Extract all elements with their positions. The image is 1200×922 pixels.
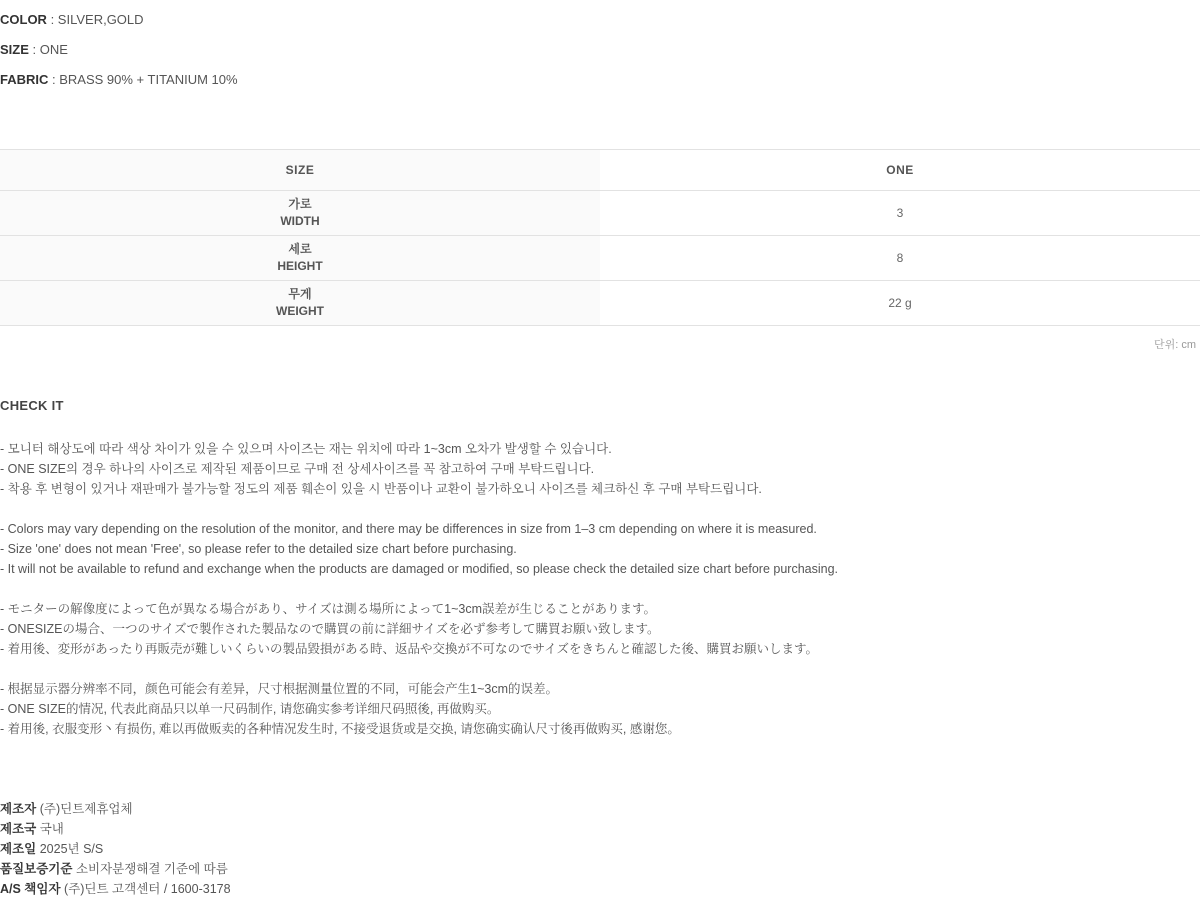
date-value: 2025년 S/S — [39, 842, 104, 856]
manufacturer-row — [0, 799, 1200, 819]
notice-line: - 모니터 해상도에 따라 색상 차이가 있을 수 있으며 사이즈는 재는 위치에 따라 1~3cm 오차가 발생할 수 있습니다. — [0, 442, 612, 456]
notice-line: - 착용 후 변형이 있거나 재판매가 불가능할 정도의 제품 훼손이 있을 시 반품이나 교환이 불가하오니 사이즈를 체크하신 후 구매 부탁드립니다. — [0, 482, 762, 496]
notice-line: - Size 'one' does not mean 'Free', so please refer to the detailed size chart before purchasing. — [0, 542, 517, 556]
spec-row-size — [0, 35, 1200, 65]
size-chart-section — [0, 149, 1200, 352]
spec-value-color: : SILVER,GOLD — [50, 12, 144, 27]
table-header-one: ONE — [600, 150, 1200, 191]
notice-japanese — [0, 599, 1200, 659]
row-value-width: 3 — [600, 191, 1200, 236]
notice-line: - ONE SIZE的情况, 代表此商品只以单一尺码制作, 请您确实参考详细尺码照後, 再做购买。 — [0, 702, 500, 716]
table-row — [0, 281, 1200, 326]
spec-label-fabric: FABRIC — [0, 72, 49, 87]
spec-label-color: COLOR — [0, 12, 47, 27]
row-label-width-ko: 가로 — [288, 197, 312, 211]
spec-label-size: SIZE — [0, 42, 29, 57]
row-value-height: 8 — [600, 236, 1200, 281]
country-label: 제조국 — [0, 822, 37, 836]
manufacturer-row — [0, 839, 1200, 859]
manufacturer-row — [0, 859, 1200, 879]
spec-row-fabric — [0, 65, 1200, 95]
notice-line: - ONE SIZE의 경우 하나의 사이즈로 제작된 제품이므로 구매 전 상세사이즈를 꼭 참고하여 구매 부탁드립니다. — [0, 462, 595, 476]
row-label-weight — [0, 281, 600, 326]
table-row — [0, 191, 1200, 236]
table-header-size: SIZE — [0, 150, 600, 191]
spacer — [0, 579, 1200, 599]
spec-row-color — [0, 5, 1200, 35]
size-unit-note: 단위: cm — [1153, 339, 1196, 351]
check-it-title: CHECK IT — [0, 398, 64, 413]
manufacturer-value: (주)딘트제휴업체 — [39, 802, 133, 816]
manufacturer-row — [0, 879, 1200, 899]
spec-value-size: : ONE — [32, 42, 68, 57]
table-header-row — [0, 150, 1200, 191]
warranty-value: 소비자분쟁해결 기준에 따름 — [75, 862, 228, 876]
notice-line: - It will not be available to refund and exchange when the products are damaged or modified, so please check the detailed size chart before purchasing. — [0, 562, 839, 576]
row-label-weight-en: WEIGHT — [276, 304, 324, 318]
row-label-width-en: WIDTH — [280, 214, 320, 228]
row-label-height-ko: 세로 — [288, 242, 312, 256]
notice-line: - 根据显示器分辨率不同，颜色可能会有差异，尺寸根据测量位置的不同，可能会产生1~3cm的误差。 — [0, 682, 559, 696]
notice-line: - モニターの解像度によって色が異なる場合があり、サイズは測る場所によって1~3cm誤差が生じることがあります。 — [0, 602, 657, 616]
as-contact-label: A/S 책임자 — [0, 882, 61, 896]
notice-line: - 着用後, 衣服变形丶有损伤, 难以再做贩卖的各种情况发生时, 不接受退货或是交换, 请您确实确认尺寸後再做购买, 感谢您。 — [0, 722, 680, 736]
warranty-label: 품질보증기준 — [0, 862, 73, 876]
date-label: 제조일 — [0, 842, 37, 856]
manufacturer-label: 제조자 — [0, 802, 37, 816]
spec-value-fabric: : BRASS 90% + TITANIUM 10% — [52, 72, 238, 87]
spacer — [0, 659, 1200, 679]
row-label-height — [0, 236, 600, 281]
row-label-height-en: HEIGHT — [277, 259, 323, 273]
notice-line: - 着用後、変形があったり再販売が難しいくらいの製品毀損がある時、返品や交換が不可なのでサイズをきちんと確認した後、購買お願いします。 — [0, 642, 819, 656]
row-label-weight-ko: 무게 — [288, 287, 312, 301]
country-value: 국내 — [39, 822, 64, 836]
notice-line: - ONESIZEの場合、一つのサイズで製作された製品なので購買の前に詳細サイズを必ず参考して購買お願い致します。 — [0, 622, 660, 636]
notice-korean — [0, 439, 1200, 499]
size-chart-table — [0, 149, 1200, 326]
notice-english — [0, 519, 1200, 579]
notice-chinese — [0, 679, 1200, 739]
row-label-width — [0, 191, 600, 236]
notice-line: - Colors may vary depending on the resolution of the monitor, and there may be differences in size from 1–3 cm depending on where it is measured. — [0, 522, 817, 536]
manufacturer-info — [0, 799, 1200, 899]
as-contact-value: (주)딘트 고객센터 / 1600-3178 — [64, 882, 231, 896]
product-spec-list — [0, 0, 1200, 95]
spacer — [0, 499, 1200, 519]
table-row — [0, 236, 1200, 281]
row-value-weight: 22 g — [600, 281, 1200, 326]
manufacturer-row — [0, 819, 1200, 839]
